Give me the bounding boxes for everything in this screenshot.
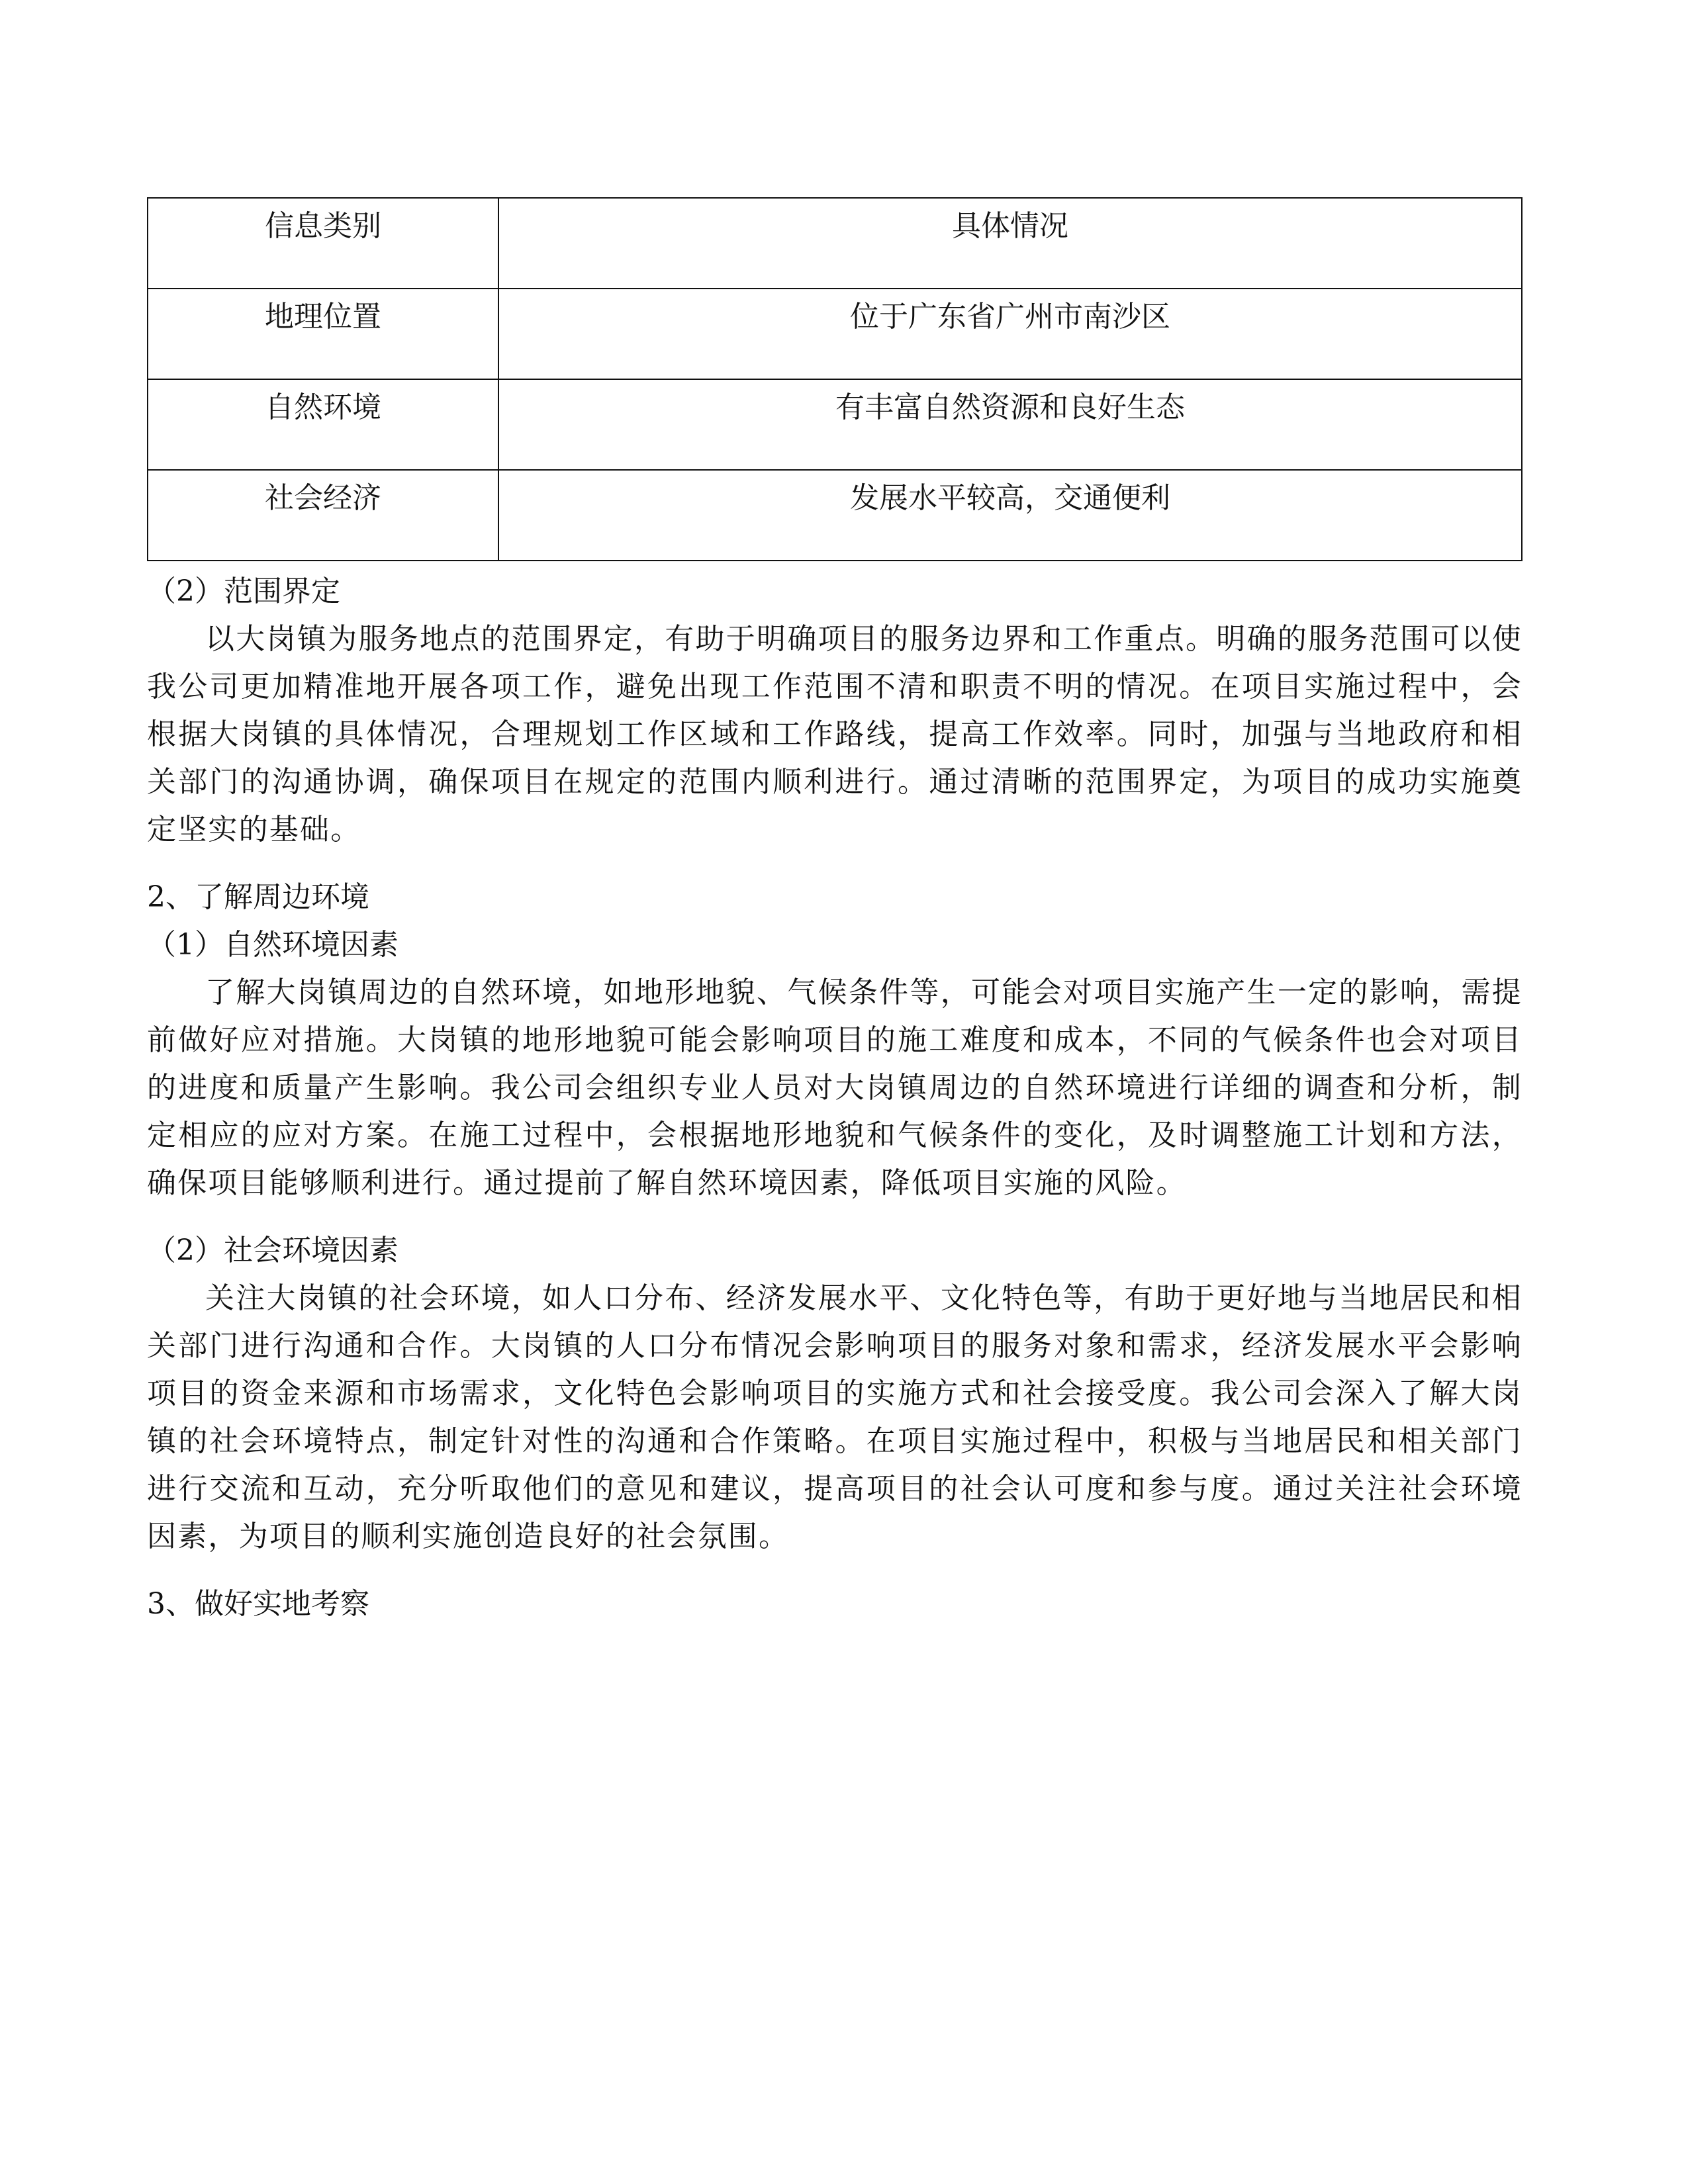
table-cell-category: 社会经济 [148, 470, 498, 561]
document-page [147, 197, 1523, 1628]
natural-environment-heading: （1）自然环境因素 [147, 928, 399, 962]
site-survey-heading: 3、做好实地考察 [147, 1587, 369, 1621]
table-cell-detail: 位于广东省广州市南沙区 [498, 289, 1522, 379]
table-row [148, 470, 1522, 561]
social-environment-heading: （2）社会环境因素 [147, 1234, 399, 1267]
table-header-cell: 具体情况 [498, 198, 1522, 289]
table-header-row [148, 198, 1522, 289]
table-header-cell: 信息类别 [148, 198, 498, 289]
table-row [148, 379, 1522, 470]
natural-environment-paragraph: 了解大岗镇周边的自然环境，如地形地貌、气候条件等，可能会对项目实施产生一定的影响，需提前做好应对措施。大岗镇的地形地貌可能会影响项目的施工难度和成本，不同的气候条件也会对项目的进度和质量产生影响。我公司会组织专业人员对大岗镇周边的自然环境进行详细的调查和分析，制定相应的应对方案。在施工过程中，会根据地形地貌和气候条件的变化，及时调整施工计划和方法，确保项目能够顺利进行。通过提前了解自然环境因素，降低项目实施的风险。 [147, 976, 1523, 1200]
table-row [148, 289, 1522, 379]
table-cell-category: 地理位置 [148, 289, 498, 379]
environment-section-heading: 2、了解周边环境 [147, 880, 369, 914]
table-cell-detail: 发展水平较高，交通便利 [498, 470, 1522, 561]
info-table [147, 197, 1523, 561]
scope-paragraph: 以大岗镇为服务地点的范围界定，有助于明确项目的服务边界和工作重点。明确的服务范围可以使我公司更加精准地开展各项工作，避免出现工作范围不清和职责不明的情况。在项目实施过程中，会根据大岗镇的具体情况，合理规划工作区域和工作路线，提高工作效率。同时，加强与当地政府和相关部门的沟通协调，确保项目在规定的范围内顺利进行。通过清晰的范围界定，为项目的成功实施奠定坚实的基础。 [147, 622, 1523, 846]
table-cell-detail: 有丰富自然资源和良好生态 [498, 379, 1522, 470]
social-environment-paragraph: 关注大岗镇的社会环境，如人口分布、经济发展水平、文化特色等，有助于更好地与当地居民和相关部门进行沟通和合作。大岗镇的人口分布情况会影响项目的服务对象和需求，经济发展水平会影响项目的资金来源和市场需求，文化特色会影响项目的实施方式和社会接受度。我公司会深入了解大岗镇的社会环境特点，制定针对性的沟通和合作策略。在项目实施过程中，积极与当地居民和相关部门进行交流和互动，充分听取他们的意见和建议，提高项目的社会认可度和参与度。通过关注社会环境因素，为项目的顺利实施创造良好的社会氛围。 [147, 1281, 1523, 1553]
table-cell-category: 自然环境 [148, 379, 498, 470]
scope-heading: （2）范围界定 [147, 574, 340, 608]
